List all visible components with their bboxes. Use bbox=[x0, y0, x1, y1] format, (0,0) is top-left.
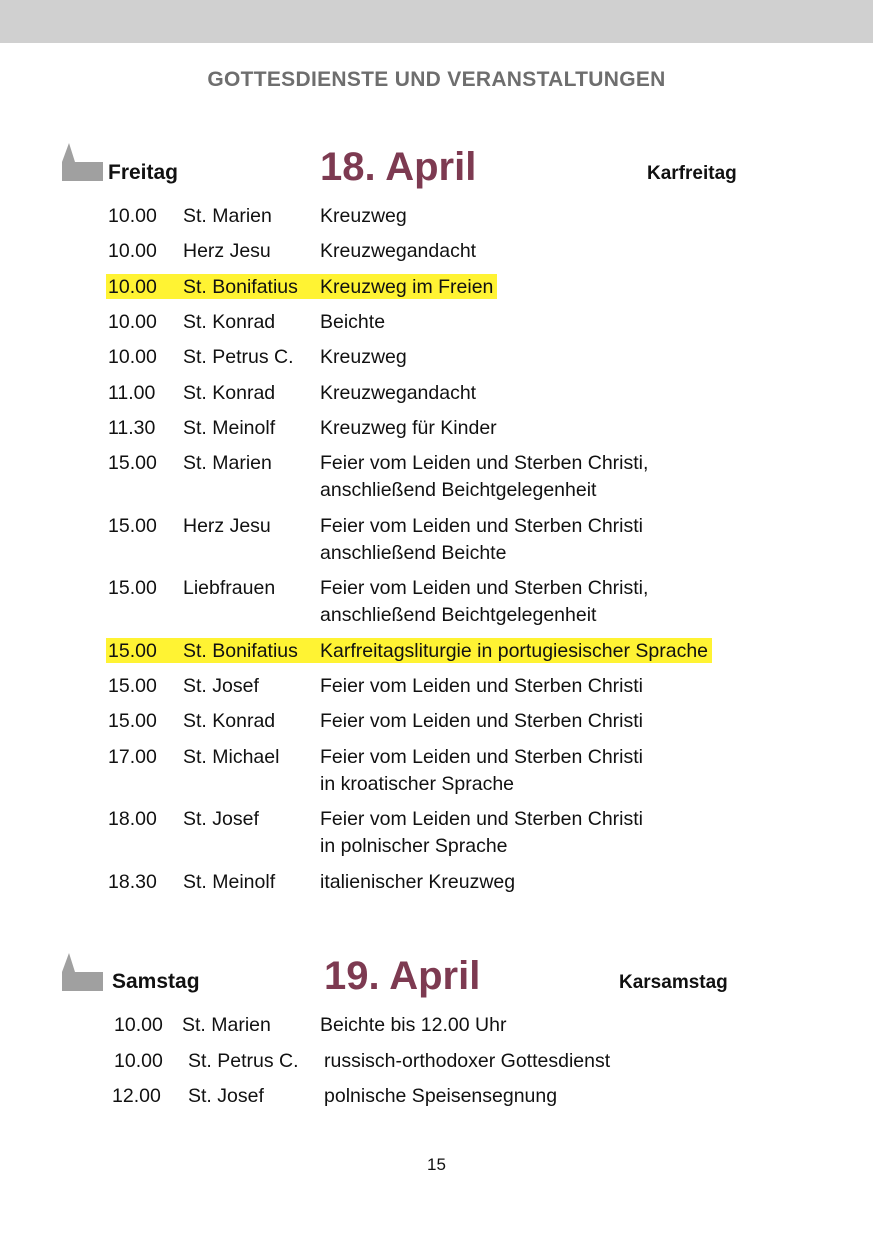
entry-description: Feier vom Leiden und Sterben Christi bbox=[320, 710, 643, 733]
entry-time: 18.30 bbox=[108, 870, 157, 893]
entry-place: St. Josef bbox=[183, 674, 259, 697]
entry-place: St. Bonifatius bbox=[183, 639, 298, 662]
entry-time: 11.00 bbox=[108, 381, 156, 404]
entry-description: Kreuzweg bbox=[320, 205, 407, 227]
entry-time: 10.00 bbox=[108, 205, 157, 227]
entry-time: 10.00 bbox=[114, 1049, 163, 1072]
entry-time: 15.00 bbox=[108, 639, 157, 662]
entry-place: St. Konrad bbox=[183, 710, 276, 733]
entry-description: Feier vom Leiden und Sterben Christi, bbox=[320, 452, 649, 475]
entry-time: 15.00 bbox=[108, 577, 157, 600]
entry-time: 15.00 bbox=[108, 452, 157, 475]
entry-description: Beichte bbox=[320, 310, 386, 333]
entry-description: Feier vom Leiden und Sterben Christi bbox=[320, 808, 643, 830]
church-icon bbox=[60, 142, 104, 182]
entry-description: Kreuzweg für Kinder bbox=[320, 416, 497, 439]
entry-place: St. Marien bbox=[183, 452, 272, 475]
date-heading: 18. April bbox=[320, 145, 477, 189]
entry-time: 12.00 bbox=[112, 1085, 161, 1107]
entry-place: Herz Jesu bbox=[183, 240, 271, 263]
entry-description: Feier vom Leiden und Sterben Christi bbox=[320, 514, 643, 537]
entry-description: anschließend Beichtgelegenheit bbox=[320, 479, 597, 502]
church-icon bbox=[60, 952, 104, 992]
entry-time: 17.00 bbox=[108, 745, 157, 768]
entry-time: 10.00 bbox=[108, 310, 157, 333]
entry-place: St. Konrad bbox=[183, 381, 276, 404]
entry-place: St. Michael bbox=[183, 745, 280, 768]
entry-description: anschließend Beichtgelegenheit bbox=[320, 604, 597, 627]
entry-place: St. Marien bbox=[183, 205, 272, 227]
entry-description: Feier vom Leiden und Sterben Christi bbox=[320, 745, 643, 768]
entry-place: St. Konrad bbox=[183, 310, 276, 333]
entry-description: Kreuzwegandacht bbox=[320, 240, 477, 263]
entry-time: 10.00 bbox=[114, 1014, 163, 1036]
entry-time: 10.00 bbox=[108, 346, 157, 369]
day-label: Samstag bbox=[112, 970, 200, 993]
entry-place: St. Josef bbox=[188, 1085, 264, 1107]
entry-time: 10.00 bbox=[108, 240, 157, 263]
day-label: Freitag bbox=[108, 161, 179, 184]
feast-label: Karfreitag bbox=[647, 163, 737, 184]
entry-description: Feier vom Leiden und Sterben Christi bbox=[320, 674, 643, 697]
entry-place: St. Bonifatius bbox=[183, 275, 298, 298]
date-heading: 19. April bbox=[324, 954, 481, 998]
entry-place: St. Josef bbox=[183, 808, 259, 830]
entry-time: 10.00 bbox=[108, 275, 157, 298]
entry-description: Kreuzweg bbox=[320, 346, 407, 369]
entry-place: Herz Jesu bbox=[183, 514, 271, 537]
entry-time: 15.00 bbox=[108, 514, 157, 537]
entry-description: Kreuzweg im Freien bbox=[320, 275, 494, 298]
entry-place: St. Petrus C. bbox=[188, 1049, 299, 1072]
entry-description: russisch-orthodoxer Gottesdienst bbox=[324, 1049, 611, 1072]
page-number: 15 bbox=[427, 1155, 446, 1174]
entry-place: St. Marien bbox=[182, 1014, 271, 1036]
page-title: GOTTESDIENSTE UND VERANSTALTUNGEN bbox=[207, 68, 666, 91]
entry-description: Kreuzwegandacht bbox=[320, 381, 477, 404]
entry-place: St. Meinolf bbox=[183, 870, 276, 893]
entry-description: Karfreitagsliturgie in portugiesischer Sprache bbox=[320, 639, 709, 662]
entry-time: 18.00 bbox=[108, 808, 157, 830]
entry-time: 15.00 bbox=[108, 710, 157, 733]
top-bar bbox=[0, 0, 873, 43]
entry-place: St. Meinolf bbox=[183, 416, 276, 439]
entry-description: anschließend Beichte bbox=[320, 541, 507, 564]
entry-description: Beichte bis 12.00 Uhr bbox=[320, 1014, 507, 1036]
entry-description: Feier vom Leiden und Sterben Christi, bbox=[320, 577, 649, 600]
entry-description: polnische Speisensegnung bbox=[324, 1085, 558, 1107]
entry-time: 15.00 bbox=[108, 674, 157, 697]
feast-label: Karsamstag bbox=[619, 972, 728, 993]
entry-description: in polnischer Sprache bbox=[320, 835, 508, 857]
entry-time: 11.30 bbox=[108, 416, 156, 439]
entry-description: italienischer Kreuzweg bbox=[320, 870, 516, 893]
entry-place: St. Petrus C. bbox=[183, 346, 294, 369]
entry-place: Liebfrauen bbox=[183, 577, 276, 600]
entry-description: in kroatischer Sprache bbox=[320, 772, 515, 795]
